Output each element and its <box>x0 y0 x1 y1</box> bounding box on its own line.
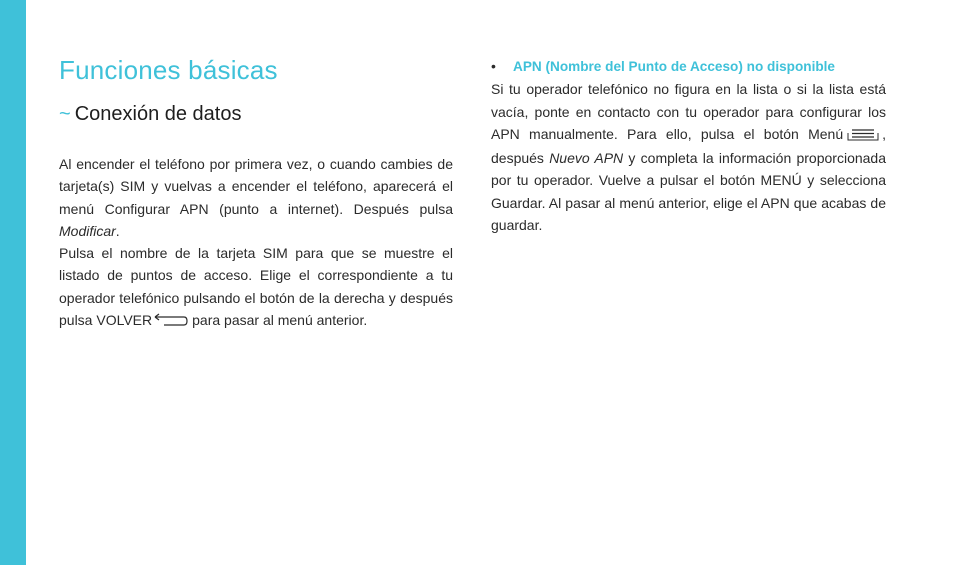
nuevo-apn-term: Nuevo APN <box>549 150 624 167</box>
back-arrow-icon <box>154 311 188 333</box>
paragraph-text: Al encender el teléfono por primera vez, o cuando cambies de tarjeta(s) SIM y vuelvas a encender el teléfono, aparecerá el menú Configurar APN (punto a internet). Después pulsa <box>59 156 453 217</box>
paragraph-select-sim <box>59 242 453 333</box>
paragraph-text: y completa la información proporcionada por tu operador. Vuelve a pulsar el botón MENÚ y selecciona Guardar. Al pasar al menú anterior, elige el APN que acabas de guardar. <box>491 150 886 234</box>
paragraph-text: Pulsa el nombre de la tarjeta SIM para que se muestre el listado de puntos de acceso. Elige el correspondiente a tu operador telefónico pulsando el botón de la derecha y después pulsa VOLVER <box>59 245 453 329</box>
paragraph-end: para pasar al menú anterior. <box>192 312 368 329</box>
section-tilde: ~ <box>59 103 71 125</box>
menu-icon <box>847 125 879 147</box>
left-column <box>59 153 453 333</box>
right-column <box>491 55 886 236</box>
paragraph-end: . <box>115 222 120 239</box>
paragraph-text: Si tu operador telefónico no figura en la lista o si la lista está vacía, ponte en contacto con tu operador para configurar los APN manualmente. Para ello, pulsa el botón Menú <box>491 81 886 142</box>
bullet-title: APN (Nombre del Punto de Acceso) no disponible <box>513 59 835 74</box>
bullet-dot: • <box>491 58 496 74</box>
paragraph-configure-apn <box>59 153 453 242</box>
paragraph-text: , después <box>491 125 886 167</box>
section-heading <box>59 103 241 126</box>
accent-side-bar <box>0 0 26 565</box>
page-title: Funciones básicas <box>59 55 278 85</box>
section-title: Conexión de datos <box>74 103 242 125</box>
bullet-heading <box>491 55 886 78</box>
paragraph-apn-unavailable <box>491 78 886 236</box>
modificar-term: Modificar <box>59 222 116 239</box>
